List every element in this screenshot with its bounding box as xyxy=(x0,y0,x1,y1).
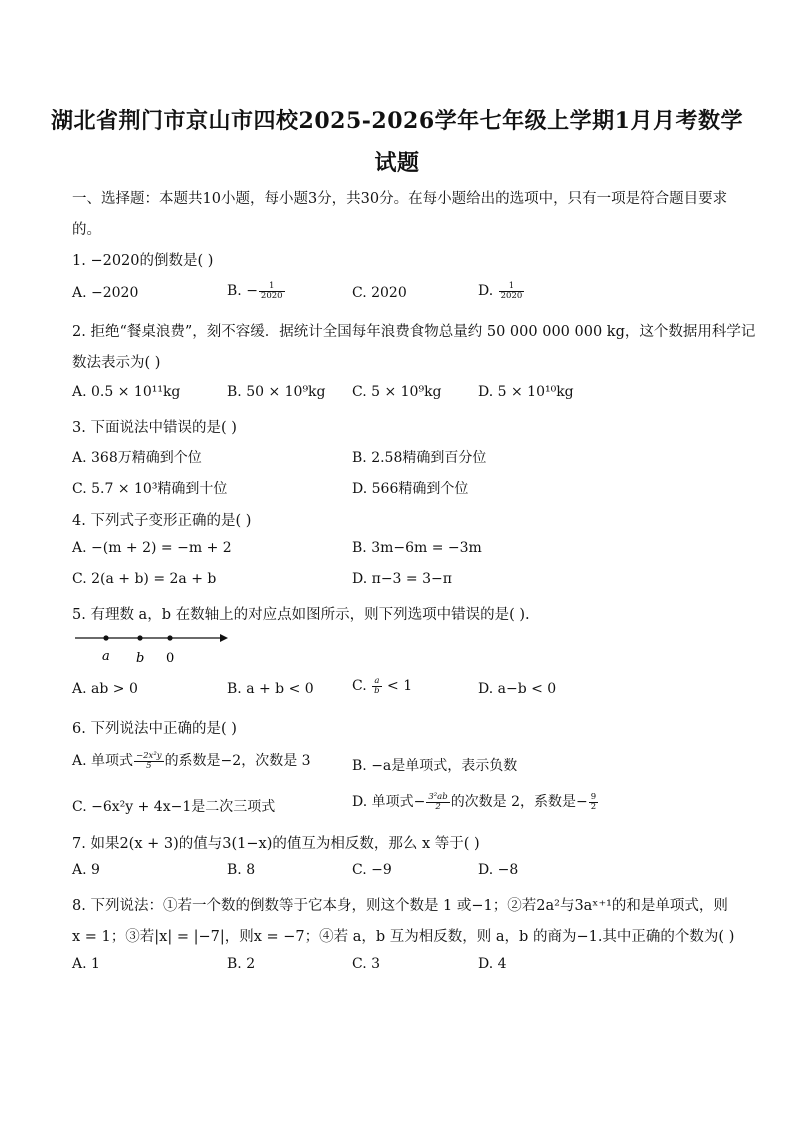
q6-d-numerator-2: 9 xyxy=(590,792,597,802)
question-5-stem: 5. 有理数 a，b 在数轴上的对应点如图所示，则下列选项中错误的是( ). xyxy=(72,607,530,623)
number-line-arrow xyxy=(220,634,228,642)
question-3-stem: 3. 下面说法中错误的是( ) xyxy=(72,420,237,436)
q3-option-d: D. 566精确到个位 xyxy=(352,481,469,497)
q3-option-c: C. 5.7 × 10³精确到十位 xyxy=(72,481,228,497)
question-6-stem: 6. 下列说法中正确的是( ) xyxy=(72,721,237,737)
q6-option-d-fraction xyxy=(426,793,449,811)
q7-option-c: C. −9 xyxy=(352,862,392,878)
q5-c-numerator: a xyxy=(372,677,381,687)
exam-title-continued: 试题 xyxy=(374,150,420,176)
q5-c-denominator: b xyxy=(374,685,380,696)
q5-option-c-suffix: < 1 xyxy=(382,678,413,694)
q6-option-d xyxy=(352,791,599,811)
q7-option-d: D. −8 xyxy=(478,862,519,878)
q6-d-denominator: 2 xyxy=(435,801,441,812)
q1-option-d xyxy=(478,282,525,300)
q6-option-b: B. −a是单项式，表示负数 xyxy=(352,758,518,774)
q5-option-d: D. a−b < 0 xyxy=(478,681,557,697)
q1-option-b xyxy=(227,282,286,300)
q6-option-a-suffix: 的系数是−2，次数是 3 xyxy=(164,753,311,769)
label-a: a xyxy=(102,649,110,664)
section-instructions: 一、选择题：本题共10小题，每小题3分，共30分。在每小题给出的选项中，只有一项是符合题目要求 xyxy=(72,191,728,207)
question-8-stem: 8. 下列说法：①若一个数的倒数等于它本身，则这个数是 1 或−1；②若2a²与3aˣ⁺¹的和是单项式，则 xyxy=(72,898,728,914)
q7-option-b: B. 8 xyxy=(227,862,256,878)
q5-option-c-fraction xyxy=(372,677,381,695)
q1-d-numerator: 1 xyxy=(499,282,525,292)
q6-option-a-fraction xyxy=(134,752,164,770)
q6-option-c: C. −6x²y + 4x−1是二次三项式 xyxy=(72,799,276,815)
q1-option-d-fraction xyxy=(499,282,525,300)
q6-a-numerator: −2x²y xyxy=(136,751,162,761)
q8-option-c: C. 3 xyxy=(352,956,381,972)
q1-d-denominator: 2020 xyxy=(500,290,523,301)
question-1-stem: 1. −2020的倒数是( ) xyxy=(72,253,214,269)
q4-option-c: C. 2(a + b) = 2a + b xyxy=(72,571,217,587)
question-8-stem-continued: x = 1；③若|x| = |−7|，则x = −7；④若 a，b 互为相反数，则 a，b 的商为−1.其中正确的个数为( ) xyxy=(72,929,735,945)
q5-option-c xyxy=(352,677,412,695)
q1-b-numerator: 1 xyxy=(259,282,285,292)
q5-option-c-prefix: C. xyxy=(352,678,372,694)
q4-option-b: B. 3m−6m = −3m xyxy=(352,540,482,556)
q6-d-denominator-2: 2 xyxy=(590,801,597,812)
q6-a-denominator: 5 xyxy=(146,760,152,771)
q3-option-a: A. 368万精确到个位 xyxy=(72,450,202,466)
q8-option-a: A. 1 xyxy=(72,956,100,972)
q6-option-a xyxy=(72,750,311,770)
q1-option-d-prefix: D. xyxy=(478,283,498,299)
q6-option-d-prefix: D. 单项式− xyxy=(352,794,426,810)
q4-option-a: A. −(m + 2) = −m + 2 xyxy=(72,540,232,556)
q6-option-d-mid: 的次数是 2，系数是− xyxy=(450,794,588,810)
q2-option-d: D. 5 × 10¹⁰kg xyxy=(478,384,574,400)
section-instructions-continued: 的。 xyxy=(72,222,101,238)
q1-option-a: A. −2020 xyxy=(72,285,139,301)
question-4-stem: 4. 下列式子变形正确的是( ) xyxy=(72,513,252,529)
question-2-stem-continued: 数法表示为( ) xyxy=(72,355,161,371)
q5-option-b: B. a + b < 0 xyxy=(227,681,314,697)
q8-option-b: B. 2 xyxy=(227,956,256,972)
q6-d-numerator: 3²ab xyxy=(428,792,448,802)
q4-option-d: D. π−3 = 3−π xyxy=(352,571,452,587)
question-7-stem: 7. 如果2(x + 3)的值与3(1−x)的值互为相反数，那么 x 等于( ) xyxy=(72,836,480,852)
q2-option-b: B. 50 × 10⁹kg xyxy=(227,384,326,400)
q5-option-a: A. ab > 0 xyxy=(72,681,138,697)
question-2-stem: 2. 拒绝“餐桌浪费”，刻不容缓．据统计全国每年浪费食物总量约 50 000 000 000 kg，这个数据用科学记 xyxy=(72,324,756,340)
q8-option-d: D. 4 xyxy=(478,956,507,972)
q1-b-denominator: 2020 xyxy=(260,290,283,301)
point-zero xyxy=(167,635,172,640)
exam-title: 湖北省荆门市京山市四校2025-2026学年七年级上学期1月月考数学 xyxy=(51,108,743,134)
q2-option-a: A. 0.5 × 10¹¹kg xyxy=(72,384,181,400)
q2-option-c: C. 5 × 10⁹kg xyxy=(352,384,442,400)
q3-option-b: B. 2.58精确到百分位 xyxy=(352,450,487,466)
q7-option-a: A. 9 xyxy=(72,862,100,878)
q6-option-d-fraction-2 xyxy=(589,793,598,811)
number-line-figure xyxy=(70,628,240,668)
point-b xyxy=(137,635,142,640)
q1-option-b-prefix: B. − xyxy=(227,283,258,299)
q6-option-a-prefix: A. 单项式 xyxy=(72,753,134,769)
label-b: b xyxy=(136,651,145,666)
q1-option-b-fraction xyxy=(259,282,285,300)
point-a xyxy=(103,635,108,640)
label-zero: 0 xyxy=(166,651,175,666)
q1-option-c: C. 2020 xyxy=(352,285,407,301)
